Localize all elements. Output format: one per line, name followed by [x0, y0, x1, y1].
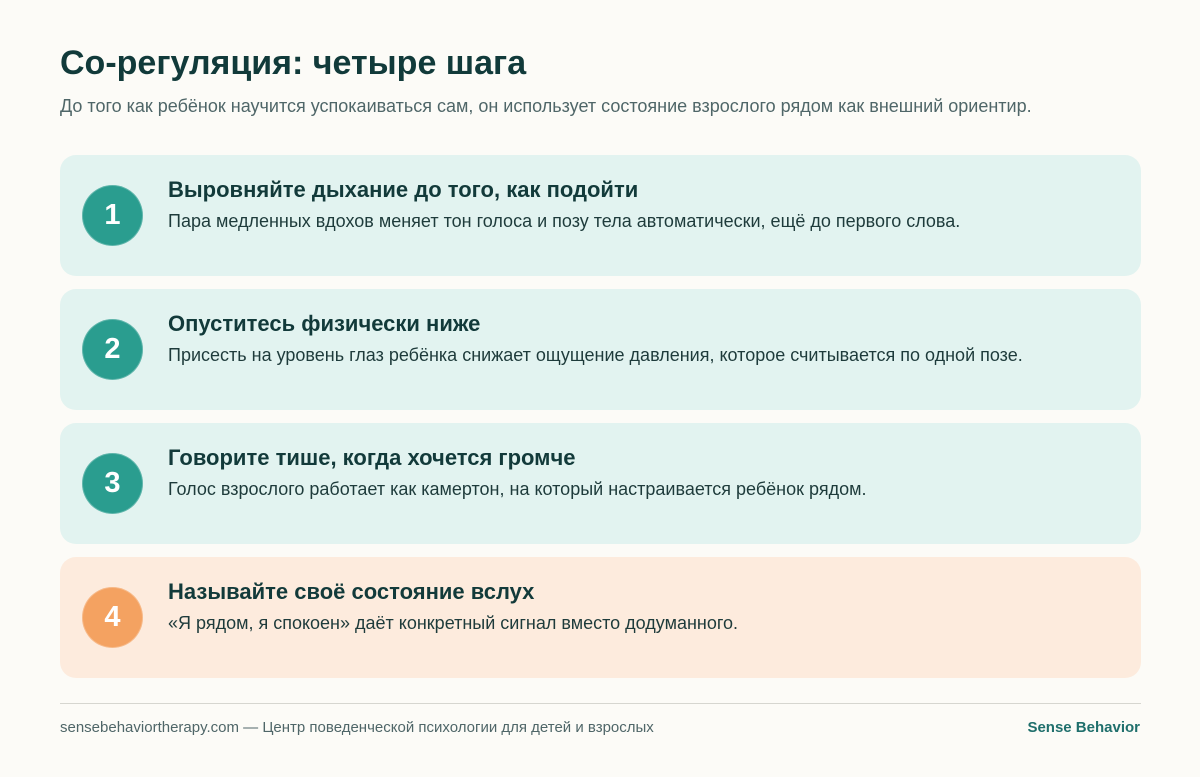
step-title: Называйте своё состояние вслух	[168, 579, 535, 604]
step-description: Присесть на уровень глаз ребёнка снижает ощущение давления, которое считывается по одной позе.	[168, 345, 1023, 365]
step-number-badge: 4	[82, 587, 143, 648]
step-title: Опуститесь физически ниже	[168, 311, 481, 336]
step-description: Пара медленных вдохов меняет тон голоса и позу тела автоматически, ещё до первого слова.	[168, 211, 961, 231]
step-description: «Я рядом, я спокоен» даёт конкретный сигнал вместо додуманного.	[168, 613, 739, 633]
footer-source: sensebehaviortherapy.com — Центр поведенческой психологии для детей и взрослых	[60, 719, 654, 736]
step-number-badge: 2	[82, 319, 143, 380]
step-card-4	[60, 557, 1141, 678]
step-card-1	[60, 155, 1141, 276]
page-title: Со-регуляция: четыре шага	[60, 44, 527, 82]
step-number-badge: 3	[82, 453, 143, 514]
steps-list	[60, 155, 1141, 691]
page-subtitle: До того как ребёнок научится успокаиваться сам, он использует состояние взрослого рядом как внешний ориентир.	[60, 96, 1032, 116]
step-number-badge: 1	[82, 185, 143, 246]
step-description: Голос взрослого работает как камертон, на который настраивается ребёнок рядом.	[168, 479, 867, 499]
footer-divider	[60, 703, 1141, 704]
step-title: Говорите тише, когда хочется громче	[168, 445, 576, 470]
step-card-3	[60, 423, 1141, 544]
step-title: Выровняйте дыхание до того, как подойти	[168, 177, 639, 202]
step-card-2	[60, 289, 1141, 410]
footer-brand: Sense Behavior	[1027, 719, 1140, 736]
page	[60, 0, 1141, 777]
